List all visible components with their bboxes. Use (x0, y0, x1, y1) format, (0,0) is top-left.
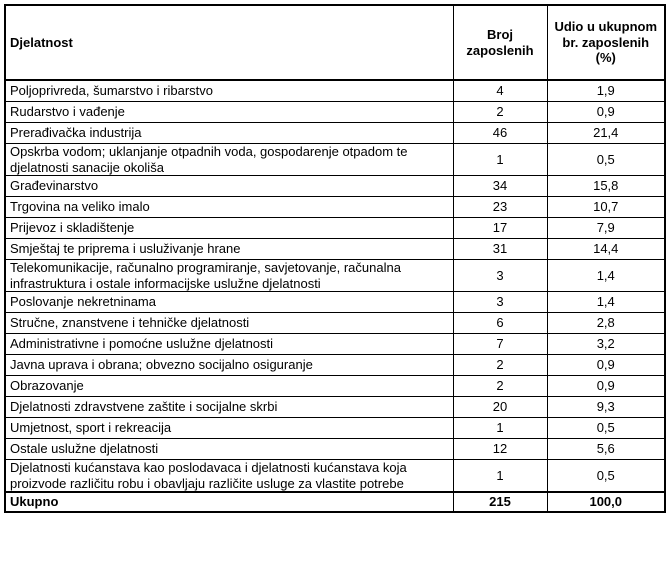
employees-cell: 46 (453, 123, 547, 144)
activity-cell: Građevinarstvo (5, 176, 453, 197)
table-row (5, 197, 665, 218)
header-share: Udio u ukupnom br. zaposlenih (%) (547, 5, 665, 80)
activity-cell: Smještaj te priprema i usluživanje hrane (5, 239, 453, 260)
share-cell: 15,8 (547, 176, 665, 197)
employees-cell: 4 (453, 80, 547, 102)
share-cell: 21,4 (547, 123, 665, 144)
table-row (5, 144, 665, 176)
activity-cell: Rudarstvo i vađenje (5, 102, 453, 123)
employees-cell: 7 (453, 334, 547, 355)
employees-cell: 2 (453, 376, 547, 397)
share-cell: 1,9 (547, 80, 665, 102)
activity-cell: Obrazovanje (5, 376, 453, 397)
total-employees: 215 (453, 492, 547, 512)
employment-table (4, 4, 666, 513)
table-row (5, 376, 665, 397)
table-row (5, 397, 665, 418)
activity-cell: Djelatnosti kućanstava kao poslodavaca i djelatnosti kućanstava koja proizvode različitu robu i obavljaju različite usluge za vlastite potrebe (5, 460, 453, 493)
activity-cell: Prijevoz i skladištenje (5, 218, 453, 239)
employees-cell: 20 (453, 397, 547, 418)
activity-cell: Stručne, znanstvene i tehničke djelatnosti (5, 313, 453, 334)
table-row (5, 123, 665, 144)
share-cell: 0,5 (547, 144, 665, 176)
header-activity: Djelatnost (5, 5, 453, 80)
employees-cell: 1 (453, 460, 547, 493)
table-row (5, 176, 665, 197)
employees-cell: 2 (453, 102, 547, 123)
total-label: Ukupno (5, 492, 453, 512)
employees-cell: 2 (453, 355, 547, 376)
employees-cell: 1 (453, 144, 547, 176)
share-cell: 2,8 (547, 313, 665, 334)
table-row (5, 80, 665, 102)
share-cell: 0,5 (547, 418, 665, 439)
employees-cell: 23 (453, 197, 547, 218)
employees-cell: 12 (453, 439, 547, 460)
employees-cell: 34 (453, 176, 547, 197)
activity-cell: Prerađivačka industrija (5, 123, 453, 144)
total-share: 100,0 (547, 492, 665, 512)
share-cell: 5,6 (547, 439, 665, 460)
activity-cell: Telekomunikacije, računalno programiranje, savjetovanje, računalna infrastruktura i ostale informacijske uslužne djelatnosti (5, 260, 453, 292)
table-row (5, 418, 665, 439)
table-row (5, 334, 665, 355)
share-cell: 14,4 (547, 239, 665, 260)
table-row (5, 102, 665, 123)
share-cell: 1,4 (547, 292, 665, 313)
employees-cell: 3 (453, 260, 547, 292)
employees-cell: 1 (453, 418, 547, 439)
table-row (5, 218, 665, 239)
share-cell: 0,9 (547, 355, 665, 376)
employees-cell: 17 (453, 218, 547, 239)
table-row (5, 355, 665, 376)
total-row (5, 492, 665, 512)
header-employees: Broj zaposlenih (453, 5, 547, 80)
activity-cell: Javna uprava i obrana; obvezno socijalno osiguranje (5, 355, 453, 376)
share-cell: 0,5 (547, 460, 665, 493)
activity-cell: Poslovanje nekretninama (5, 292, 453, 313)
table-row (5, 313, 665, 334)
activity-cell: Djelatnosti zdravstvene zaštite i socijalne skrbi (5, 397, 453, 418)
activity-cell: Poljoprivreda, šumarstvo i ribarstvo (5, 80, 453, 102)
employees-cell: 6 (453, 313, 547, 334)
table-row (5, 260, 665, 292)
share-cell: 3,2 (547, 334, 665, 355)
share-cell: 0,9 (547, 376, 665, 397)
share-cell: 7,9 (547, 218, 665, 239)
employees-cell: 31 (453, 239, 547, 260)
activity-cell: Trgovina na veliko imalo (5, 197, 453, 218)
share-cell: 9,3 (547, 397, 665, 418)
share-cell: 10,7 (547, 197, 665, 218)
table-row (5, 292, 665, 313)
table-row (5, 239, 665, 260)
activity-cell: Ostale uslužne djelatnosti (5, 439, 453, 460)
activity-cell: Umjetnost, sport i rekreacija (5, 418, 453, 439)
header-row (5, 5, 665, 80)
activity-cell: Administrativne i pomoćne uslužne djelatnosti (5, 334, 453, 355)
table-row (5, 439, 665, 460)
share-cell: 1,4 (547, 260, 665, 292)
employees-cell: 3 (453, 292, 547, 313)
table-row (5, 460, 665, 493)
activity-cell: Opskrba vodom; uklanjanje otpadnih voda, gospodarenje otpadom te djelatnosti sanacije okoliša (5, 144, 453, 176)
share-cell: 0,9 (547, 102, 665, 123)
